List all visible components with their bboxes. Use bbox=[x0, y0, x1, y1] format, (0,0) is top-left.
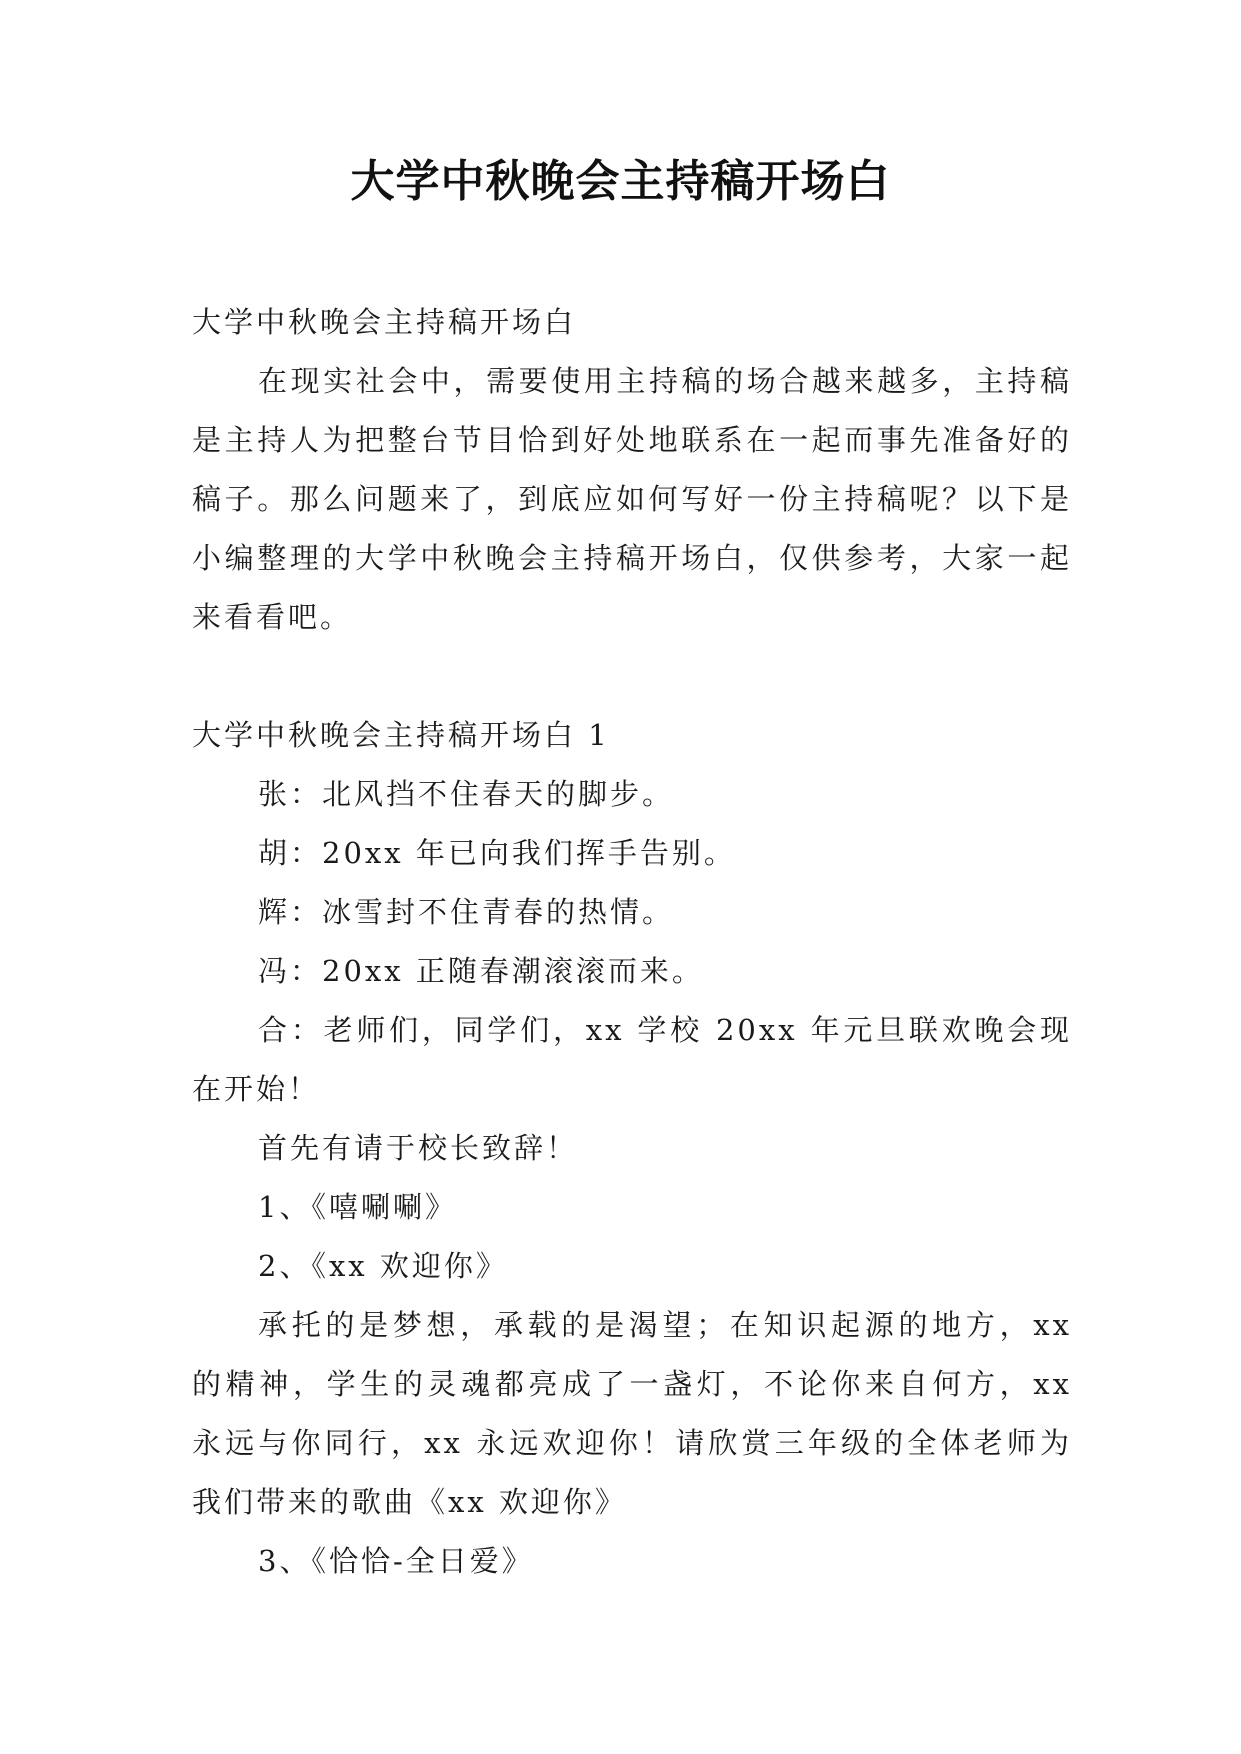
program-item: 3、《恰恰-全日爱》 bbox=[258, 1544, 534, 1578]
script-line: 胡：20xx 年已向我们挥手告别。 bbox=[258, 836, 736, 870]
script-line: 首先有请于校长致辞！ bbox=[258, 1131, 579, 1165]
script-line: 冯：20xx 正随春潮滚滚而来。 bbox=[258, 954, 704, 988]
document-title: 大学中秋晚会主持稿开场白 bbox=[350, 156, 891, 207]
document-body bbox=[192, 293, 1072, 1591]
script-line: 辉：冰雪封不住青春的热情。 bbox=[258, 895, 675, 929]
script-line: 张：北风挡不住春天的脚步。 bbox=[258, 777, 675, 811]
intro-paragraph: 在现实社会中，需要使用主持稿的场合越来越多，主持稿是主持人为把整台节目恰到好处地联系在一起而事先准备好的稿子。那么问题来了，到底应如何写好一份主持稿呢？以下是小编整理的大学中秋晚会主持稿开场白，仅供参考，大家一起来看看吧。 bbox=[192, 364, 1072, 634]
program-item: 1、《嘻唰唰》 bbox=[258, 1190, 457, 1224]
script-line: 合：老师们，同学们，xx 学校 20xx 年元旦联欢晚会现在开始！ bbox=[192, 1013, 1072, 1106]
section-heading: 大学中秋晚会主持稿开场白 bbox=[192, 305, 577, 339]
program-item: 2、《xx 欢迎你》 bbox=[258, 1249, 508, 1283]
section-heading: 大学中秋晚会主持稿开场白 1 bbox=[192, 718, 610, 752]
paragraph-spacer bbox=[192, 647, 1072, 706]
script-paragraph: 承托的是梦想，承载的是渴望；在知识起源的地方，xx 的精神，学生的灵魂都亮成了一盏灯，不论你来自何方，xx 永远与你同行，xx 永远欢迎你！请欣赏三年级的全体老师为我们带来的歌曲《xx 欢迎你》 bbox=[192, 1308, 1072, 1519]
